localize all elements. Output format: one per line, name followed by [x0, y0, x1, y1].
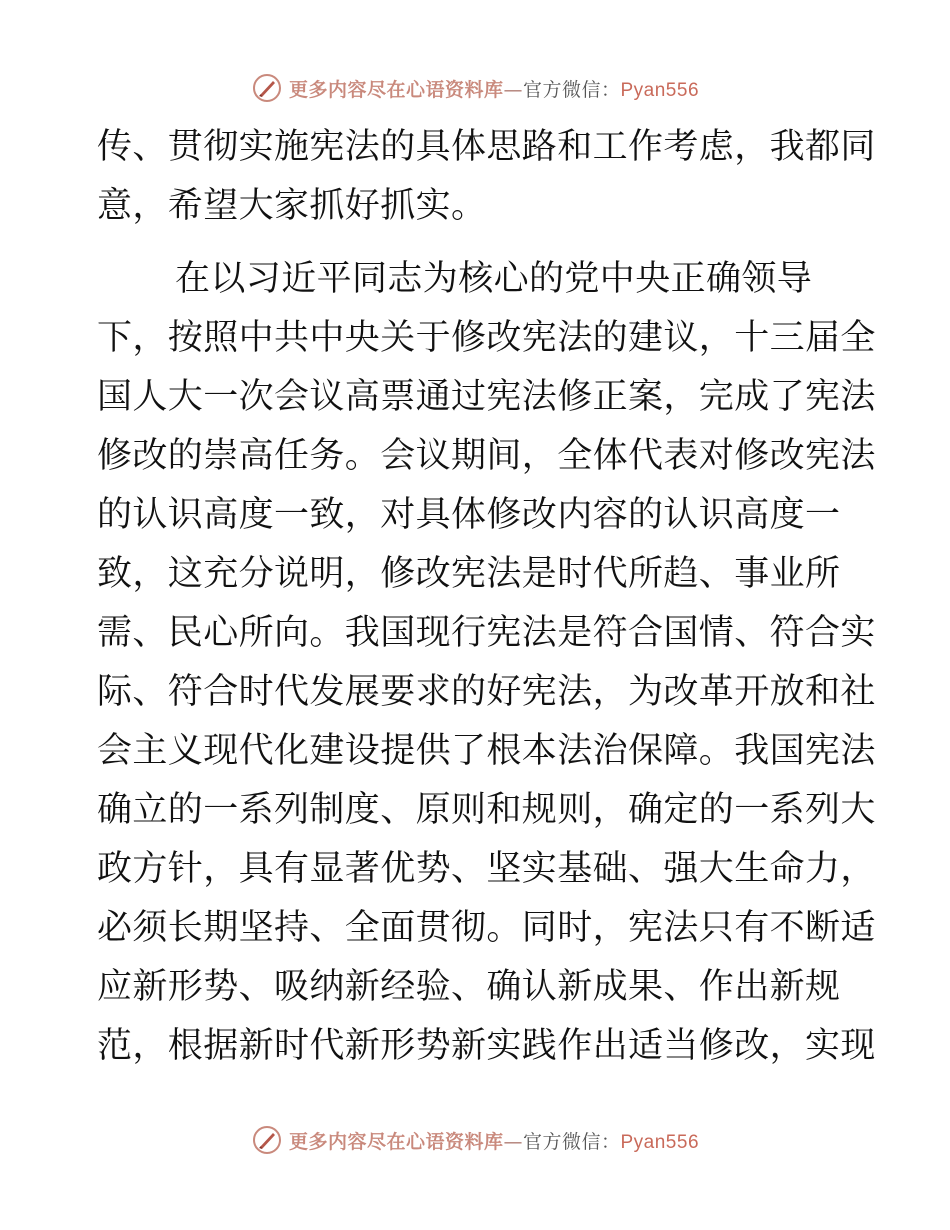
text-line: 下，按照中共中央关于修改宪法的建议，十三届全 [97, 318, 876, 358]
watermark-text: 更多内容尽在心语资料库—官方微信：Pyan556 [288, 78, 700, 101]
document-body [97, 118, 876, 1076]
quill-logo-icon [251, 72, 283, 104]
text-line: 在以习近平同志为核心的党中央正确领导 [175, 259, 813, 299]
watermark-text: 更多内容尽在心语资料库—官方微信：Pyan556 [288, 1130, 700, 1153]
text-line: 的认识高度一致，对具体修改内容的认识高度一 [97, 495, 841, 535]
text-line: 应新形势、吸纳新经验、确认新成果、作出新规 [97, 967, 841, 1007]
text-line: 意，希望大家抓好抓实。 [97, 186, 487, 226]
text-line: 修改的崇高任务。会议期间，全体代表对修改宪法 [97, 436, 876, 476]
text-line: 际、符合时代发展要求的好宪法，为改革开放和社 [97, 672, 876, 712]
text-line: 确立的一系列制度、原则和规则，确定的一系列大 [97, 790, 876, 830]
text-line: 致，这充分说明，修改宪法是时代所趋、事业所 [97, 554, 841, 594]
text-line: 范，根据新时代新形势新实践作出适当修改，实现 [97, 1026, 876, 1066]
text-line: 国人大一次会议高票通过宪法修正案，完成了宪法 [97, 377, 876, 417]
text-line: 需、民心所向。我国现行宪法是符合国情、符合实 [97, 613, 876, 653]
paragraph-1 [97, 118, 876, 236]
footer-watermark [0, 1124, 950, 1156]
text-line: 必须长期坚持、全面贯彻。同时，宪法只有不断适 [97, 908, 876, 948]
text-line: 会主义现代化建设提供了根本法治保障。我国宪法 [97, 731, 876, 771]
text-line: 传、贯彻实施宪法的具体思路和工作考虑，我都同 [97, 127, 876, 167]
quill-logo-icon [251, 1124, 283, 1156]
paragraph-2 [97, 250, 876, 1076]
text-line: 政方针，具有显著优势、坚实基础、强大生命力， [97, 849, 876, 889]
header-watermark [0, 72, 950, 104]
